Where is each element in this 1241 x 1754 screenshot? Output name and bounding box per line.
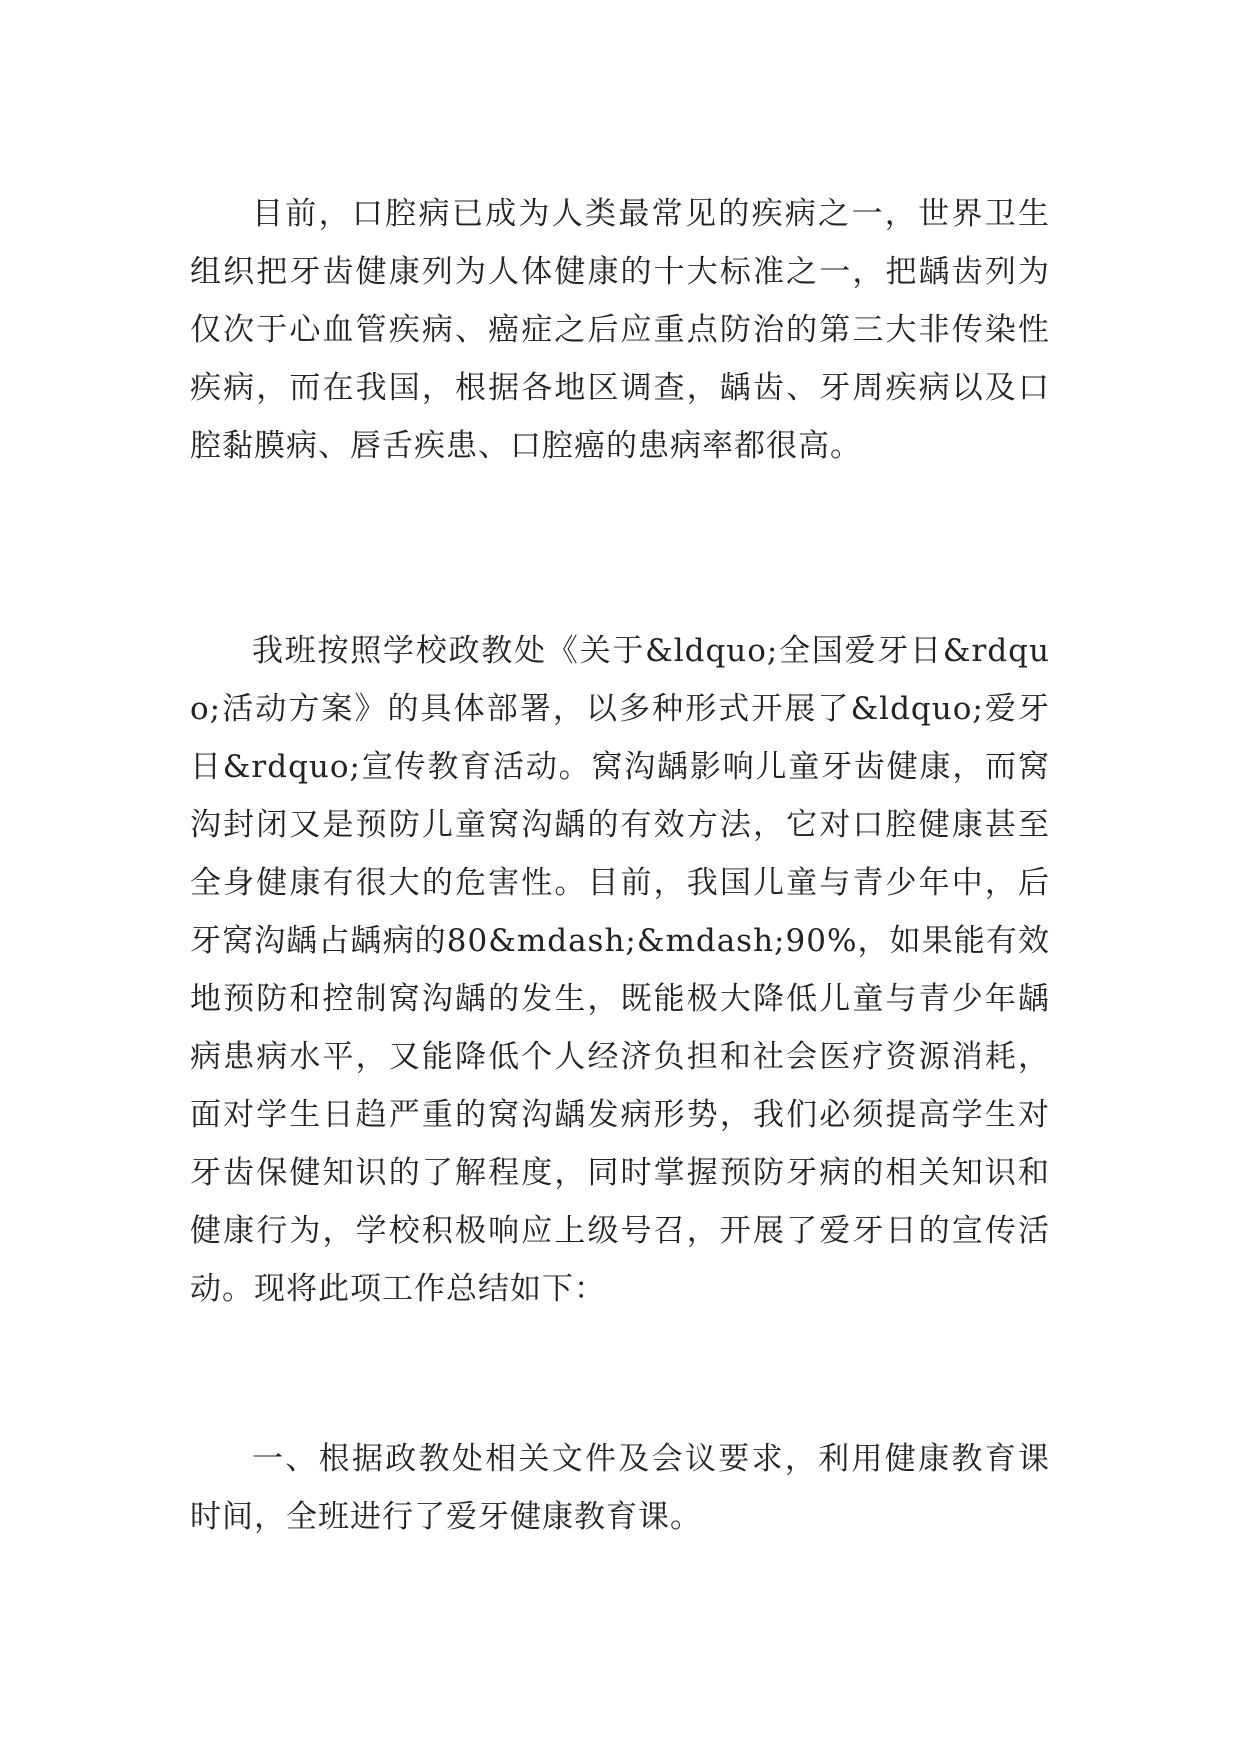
paragraph-intro: 目前，口腔病已成为人类最常见的疾病之一，世界卫生组织把牙齿健康列为人体健康的十大标准之一，把龋齿列为仅次于心血管疾病、癌症之后应重点防治的第三大非传染性疾病，而在我国，根据各地区调查，龋齿、牙周疾病以及口腔黏膜病、唇舌疾患、口腔癌的患病率都很高。 [190,196,1050,464]
paragraph-activity: 我班按照学校政教处《关于&ldquo;全国爱牙日&rdquo;活动方案》的具体部署，以多种形式开展了&ldquo;爱牙日&rdquo;宣传教育活动。窝沟龋影响儿童牙齿健康，而窝沟封闭又是预防儿童窝沟龋的有效方法，它对口腔健康甚至全身健康有很大的危害性。目前，我国儿童与青少年中，后牙窝沟龋占龋病的80&mdash;&mdash;90%，如果能有效地预防和控制窝沟龋的发生，既能极大降低儿童与青少年龋病患病水平，又能降低个人经济负担和社会医疗资源消耗，面对学生日趋严重的窝沟龋发病形势，我们必须提高学生对牙齿保健知识的了解程度，同时掌握预防牙病的相关知识和健康行为，学校积极响应上级号召，开展了爱牙日的宣传活动。现将此项工作总结如下： [190,633,1050,1307]
paragraph-item-one: 一、根据政教处相关文件及会议要求，利用健康教育课时间，全班进行了爱牙健康教育课。 [190,1441,1050,1535]
